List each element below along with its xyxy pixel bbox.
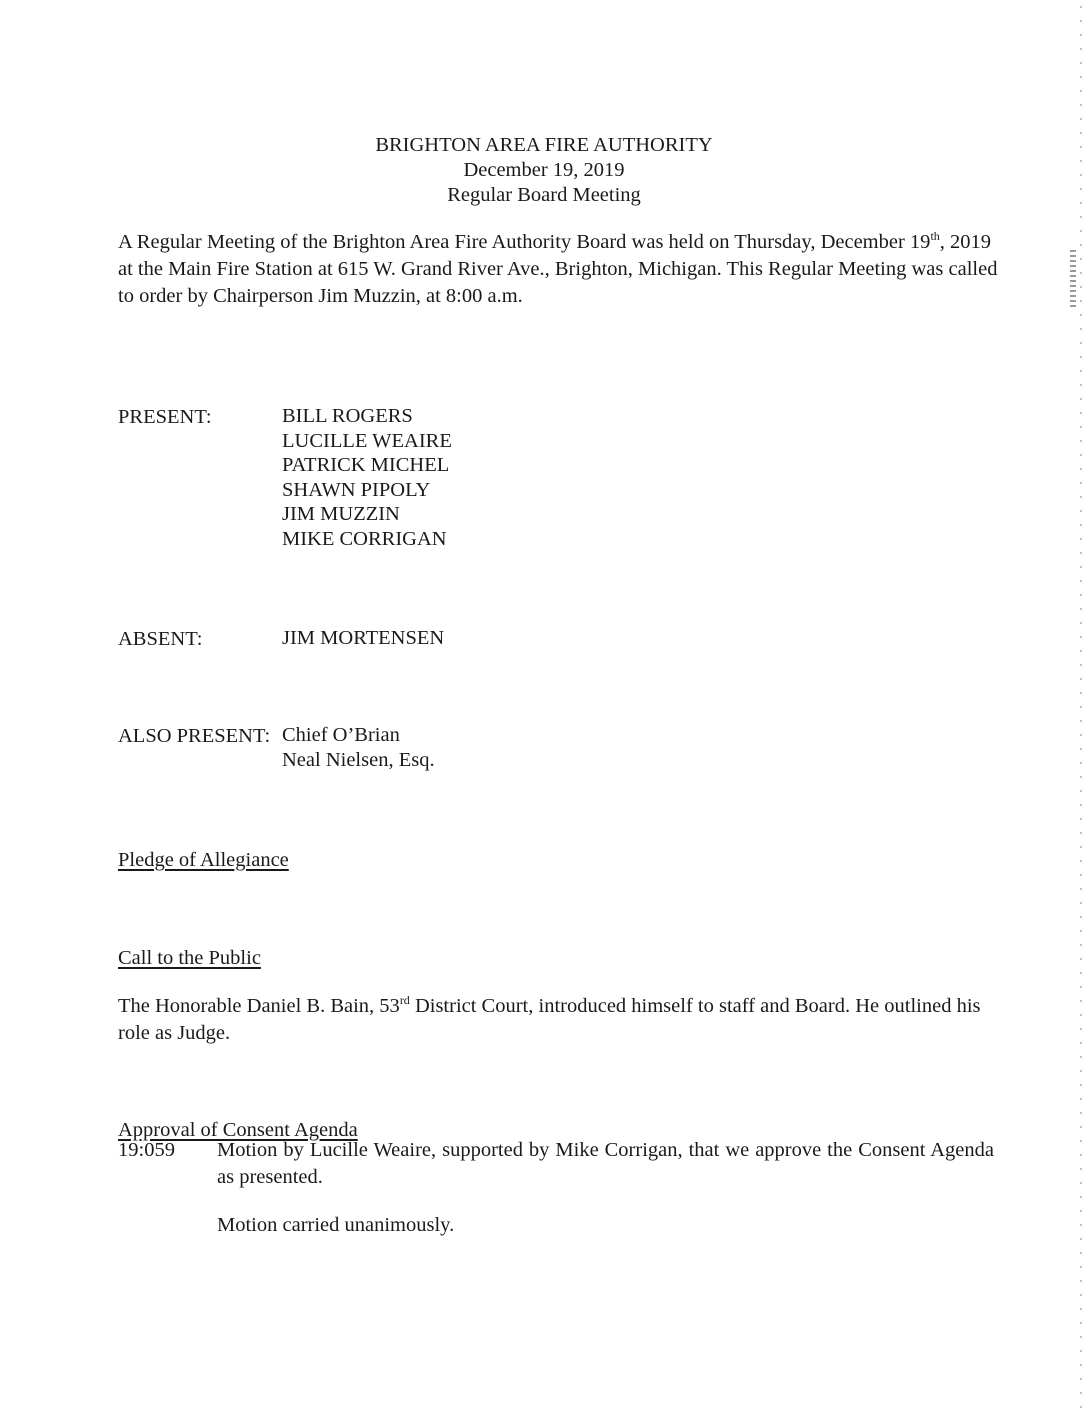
present-label: PRESENT: [118, 406, 212, 428]
motion-text: Motion by Lucille Weaire, supported by Mike Corrigan, that we approve the Consent Agenda as presented. [217, 1139, 994, 1188]
present-name: MIKE CORRIGAN [282, 527, 447, 550]
public-comment-part2: District Court, introduced himself to staff and Board. He outlined his role as Judge. [118, 995, 981, 1044]
also-present-name: Chief O’Brian [282, 724, 400, 746]
present-name: PATRICK MICHEL [282, 454, 450, 477]
motion-result: Motion carried unanimously. [217, 1214, 455, 1236]
document-header [0, 133, 1088, 208]
present-name: SHAWN PIPOLY [282, 478, 431, 501]
public-comment-paragraph [118, 993, 998, 1047]
absent-name: JIM MORTENSEN [282, 627, 445, 649]
also-present-name: Neal Nielsen, Esq. [282, 748, 435, 771]
intro-superscript: th [930, 229, 940, 243]
pledge-heading: Pledge of Allegiance [118, 849, 289, 871]
meeting-date: December 19, 2019 [463, 159, 625, 181]
present-name: BILL ROGERS [282, 405, 413, 427]
public-comment-superscript: rd [399, 993, 410, 1007]
public-comment-part1: The Honorable Daniel B. Bain, 53 [118, 995, 400, 1017]
intro-text-part1: A Regular Meeting of the Brighton Area Fire Authority Board was held on Thursday, December 19 [118, 231, 931, 253]
intro-paragraph [118, 229, 998, 310]
motion-number: 19:059 [118, 1139, 175, 1161]
organization-title: BRIGHTON AREA FIRE AUTHORITY [375, 134, 713, 156]
intro-text-part2: , 2019 at the Main Fire Station at 615 W. Grand River Ave., Brighton, Michigan. This Regular Meeting was called to order by Chairperson Jim Muzzin, at 8:00 a.m. [118, 231, 998, 307]
scan-edge-artifact [1080, 0, 1082, 1408]
meeting-type: Regular Board Meeting [447, 184, 641, 206]
present-name: JIM MUZZIN [282, 503, 400, 526]
consent-agenda-heading: Approval of Consent Agenda [118, 1119, 358, 1141]
present-name: LUCILLE WEAIRE [282, 429, 452, 452]
absent-label: ABSENT: [118, 628, 203, 650]
scan-mark-artifact [1070, 250, 1076, 310]
absent-names [282, 626, 444, 651]
also-present-label: ALSO PRESENT: [118, 725, 271, 747]
also-present-names [282, 723, 435, 772]
call-to-public-heading: Call to the Public [118, 947, 261, 969]
present-names [282, 404, 452, 552]
